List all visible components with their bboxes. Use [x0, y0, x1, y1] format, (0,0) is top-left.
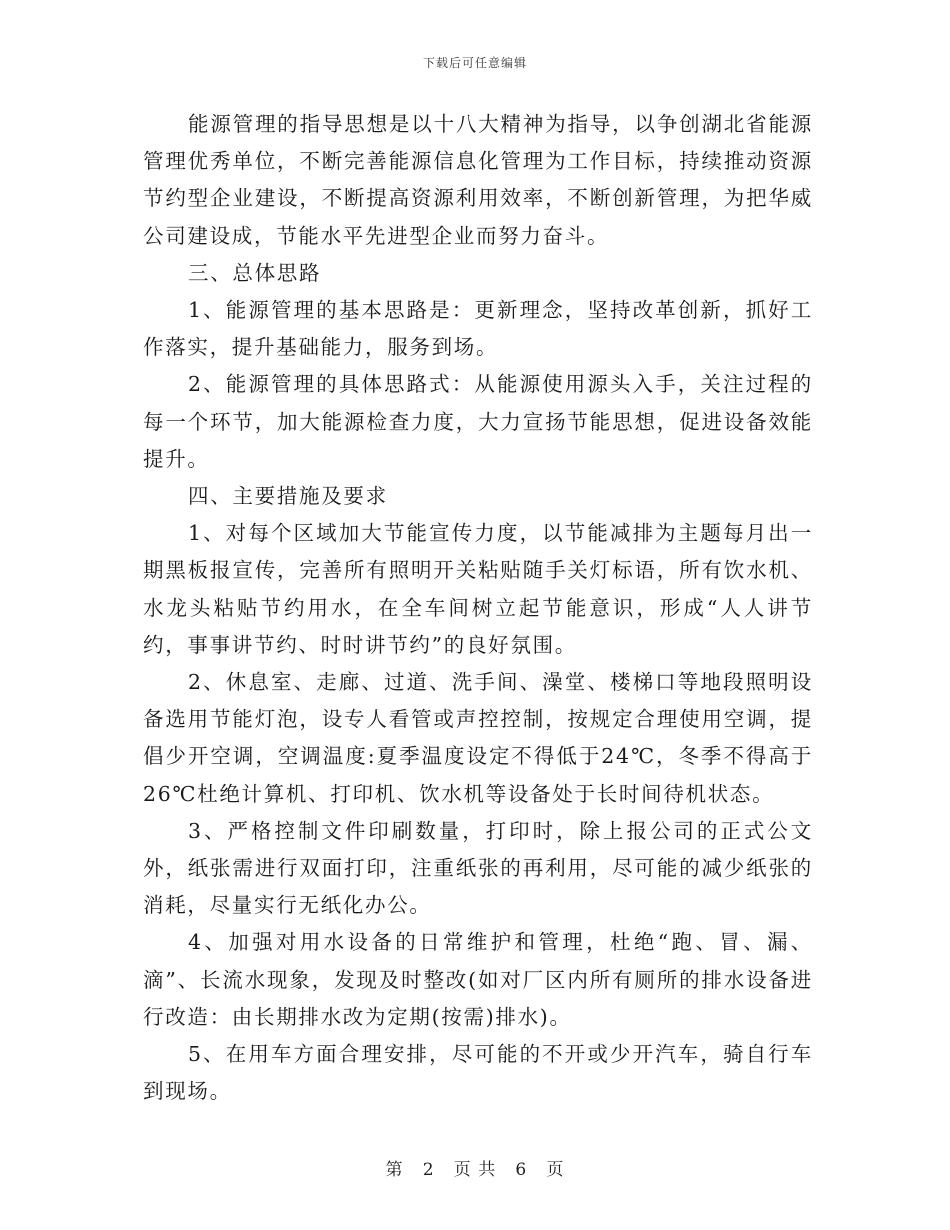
page-header: 下载后可任意编辑	[422, 56, 527, 70]
page-footer	[0, 1155, 950, 1180]
paragraph-measure-4: 4、加强对用水设备的日常维护和管理，杜绝“跑、冒、漏、滴”、长流水现象，发现及时整改(如对厂区内所有厕所的排水设备进行改造：由长期排水改为定期(按需)排水)。	[143, 930, 813, 1029]
paragraph-measure-1: 1、对每个区域加大节能宣传力度，以节能减排为主题每月出一期黑板报宣传，完善所有照明开关粘贴随手关灯标语，所有饮水机、水龙头粘贴节约用水，在全车间树立起节能意识，形成“人人讲节约，事事讲节约、时时讲节约”的良好氛围。	[143, 521, 813, 657]
footer-prefix: 第	[385, 1160, 404, 1180]
footer-total-pages: 6	[515, 1160, 528, 1180]
paragraph-measure-2: 2、休息室、走廊、过道、洗手间、澡堂、楼梯口等地段照明设备选用节能灯泡，设专人看管或声控控制，按规定合理使用空调，提倡少开空调，空调温度:夏季温度设定不得低于24℃，冬季不得高于26℃杜绝计算机、打印机、饮水机等设备处于长时间待机状态。	[143, 670, 813, 806]
paragraph-basic-approach: 1、能源管理的基本思路是：更新理念，坚持改革创新，抓好工作落实，提升基础能力，服务到场。	[143, 298, 813, 360]
document-body	[143, 106, 813, 1110]
paragraph-guiding-principle: 能源管理的指导思想是以十八大精神为指导，以争创湖北省能源管理优秀单位，不断完善能源信息化管理为工作目标，持续推动资源节约型企业建设，不断提高资源利用效率，不断创新管理，为把华威公司建设成，节能水平先进型企业而努力奋斗。	[143, 112, 813, 248]
section-heading-measures: 四、主要措施及要求	[188, 484, 388, 509]
footer-suffix: 页	[546, 1160, 565, 1180]
paragraph-measure-3: 3、严格控制文件印刷数量，打印时，除上报公司的正式公文外，纸张需进行双面打印，注重纸张的再利用，尽可能的减少纸张的消耗，尽量实行无纸化办公。	[143, 818, 813, 918]
section-heading-overall-approach: 三、总体思路	[188, 260, 322, 285]
paragraph-specific-approach: 2、能源管理的具体思路式：从能源使用源头入手，关注过程的每一个环节，加大能源检查力度，大力宣扬节能思想，促进设备效能提升。	[143, 372, 813, 471]
paragraph-measure-5: 5、在用车方面合理安排，尽可能的不开或少开汽车，骑自行车到现场。	[143, 1042, 813, 1104]
footer-page-number: 2	[422, 1160, 435, 1180]
footer-middle: 页 共	[453, 1160, 497, 1180]
